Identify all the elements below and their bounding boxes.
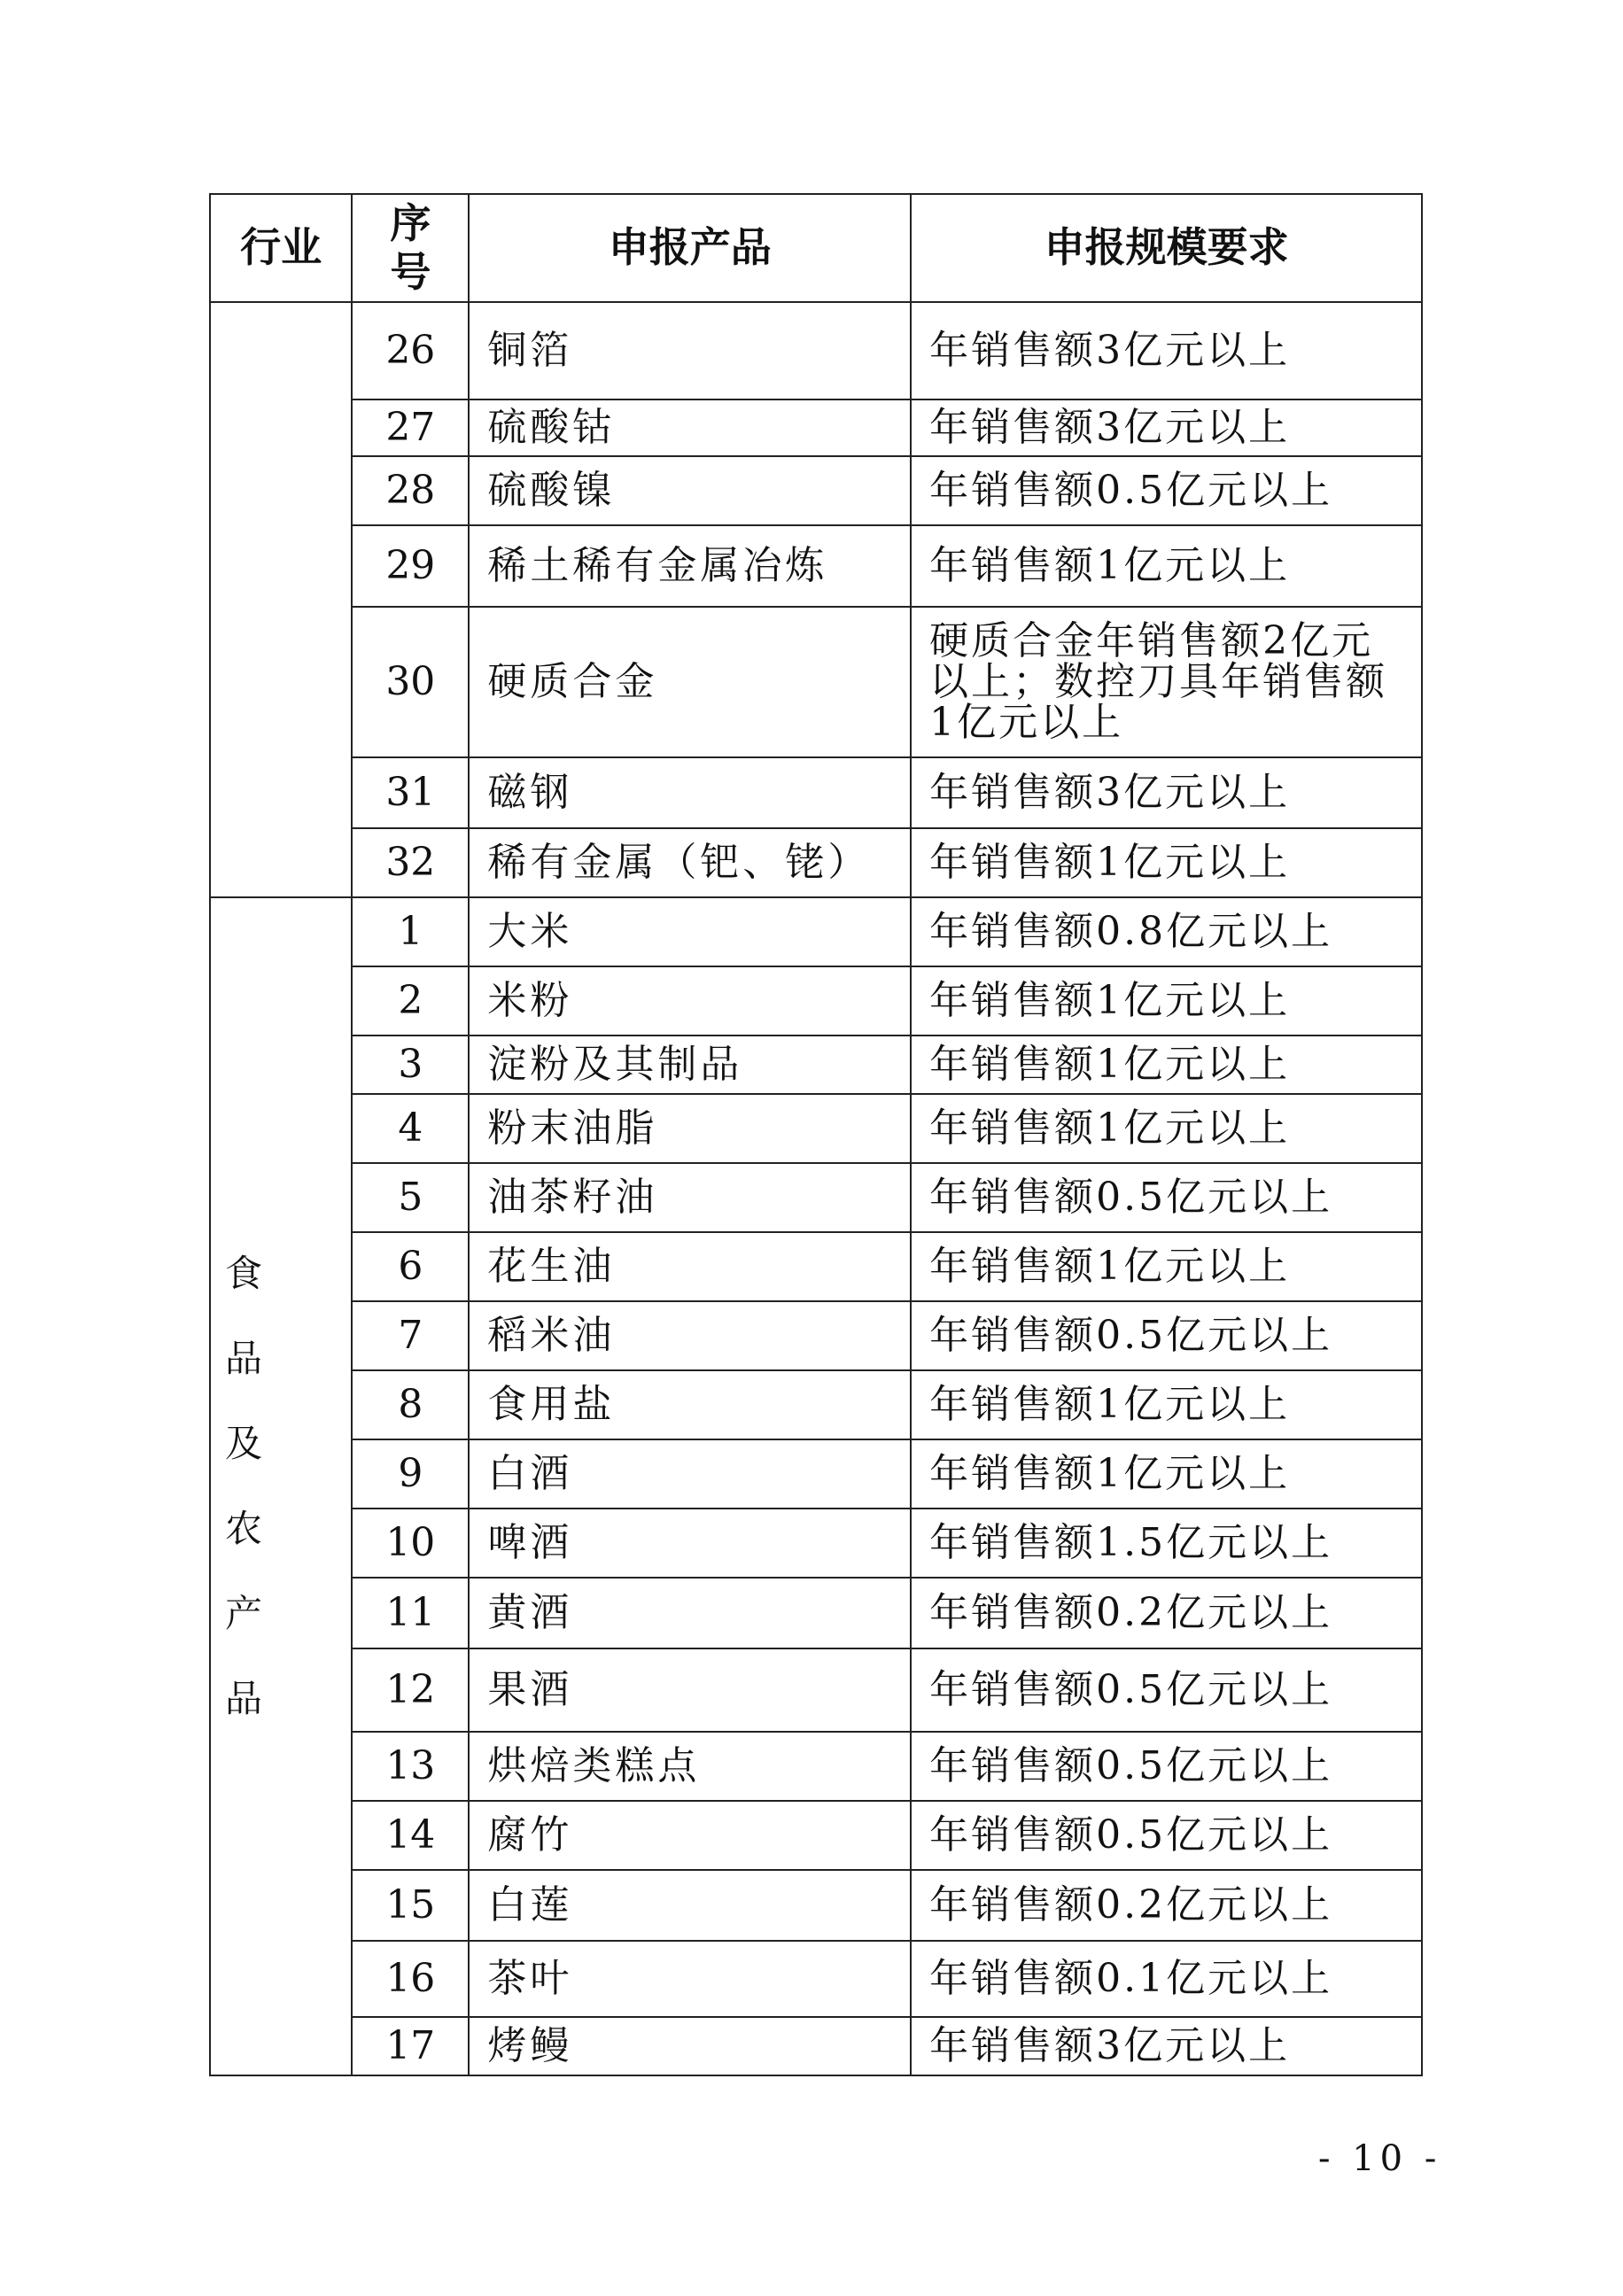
row-no: 27	[352, 399, 469, 456]
table-row	[210, 828, 1422, 897]
header-industry: 行业	[210, 194, 352, 302]
row-product: 烤鳗	[469, 2017, 911, 2075]
page-number: - 10 -	[1318, 2138, 1442, 2179]
table-row	[210, 1648, 1422, 1732]
row-requirement: 年销售额1亿元以上	[911, 1094, 1422, 1163]
row-requirement: 年销售额0.5亿元以上	[911, 456, 1422, 525]
industry-food-line: 产品	[225, 1592, 293, 1720]
table-row	[210, 525, 1422, 607]
row-no: 17	[352, 2017, 469, 2075]
row-requirement: 年销售额1亿元以上	[911, 1439, 1422, 1509]
table-row	[210, 1439, 1422, 1509]
row-product: 稻米油	[469, 1301, 911, 1370]
row-requirement: 年销售额1亿元以上	[911, 828, 1422, 897]
row-requirement: 年销售额0.5亿元以上	[911, 1732, 1422, 1801]
row-requirement: 年销售额1亿元以上	[911, 1232, 1422, 1301]
header-product: 申报产品	[469, 194, 911, 302]
row-requirement: 年销售额0.1亿元以上	[911, 1941, 1422, 2017]
table-row	[210, 1036, 1422, 1094]
row-no: 10	[352, 1509, 469, 1578]
table-row	[210, 1870, 1422, 1941]
product-table	[209, 193, 1423, 2076]
row-product: 大米	[469, 897, 911, 966]
row-no: 2	[352, 966, 469, 1036]
table-row	[210, 607, 1422, 757]
row-requirement: 年销售额1.5亿元以上	[911, 1509, 1422, 1578]
row-no: 4	[352, 1094, 469, 1163]
table-row	[210, 1301, 1422, 1370]
row-no: 12	[352, 1648, 469, 1732]
row-requirement: 年销售额0.8亿元以上	[911, 897, 1422, 966]
row-requirement: 年销售额3亿元以上	[911, 2017, 1422, 2075]
row-no: 6	[352, 1232, 469, 1301]
row-no: 15	[352, 1870, 469, 1941]
row-requirement: 年销售额1亿元以上	[911, 966, 1422, 1036]
header-no-char: 序	[390, 198, 431, 247]
header-requirement: 申报规模要求	[911, 194, 1422, 302]
header-row	[210, 194, 1422, 302]
table-row	[210, 966, 1422, 1036]
row-requirement: 年销售额0.5亿元以上	[911, 1163, 1422, 1232]
row-product: 粉末油脂	[469, 1094, 911, 1163]
row-product: 黄酒	[469, 1578, 911, 1648]
row-requirement: 年销售额0.2亿元以上	[911, 1870, 1422, 1941]
row-product: 米粉	[469, 966, 911, 1036]
row-product: 硫酸镍	[469, 456, 911, 525]
row-requirement: 年销售额0.5亿元以上	[911, 1801, 1422, 1870]
row-no: 3	[352, 1036, 469, 1094]
row-requirement: 年销售额0.5亿元以上	[911, 1301, 1422, 1370]
row-no: 11	[352, 1578, 469, 1648]
table-row	[210, 1094, 1422, 1163]
row-no: 28	[352, 456, 469, 525]
row-product: 磁钢	[469, 757, 911, 828]
table-row	[210, 302, 1422, 399]
row-requirement: 年销售额3亿元以上	[911, 399, 1422, 456]
row-product: 稀有金属（钯、铑）	[469, 828, 911, 897]
header-no	[352, 194, 469, 302]
row-no: 7	[352, 1301, 469, 1370]
row-product: 硬质合金	[469, 607, 911, 757]
table-row	[210, 1578, 1422, 1648]
row-requirement: 年销售额0.5亿元以上	[911, 1648, 1422, 1732]
row-product: 稀土稀有金属冶炼	[469, 525, 911, 607]
row-requirement: 硬质合金年销售额2亿元以上；数控刀具年销售额1亿元以上	[911, 607, 1422, 757]
row-no: 1	[352, 897, 469, 966]
row-product: 油茶籽油	[469, 1163, 911, 1232]
row-product: 白莲	[469, 1870, 911, 1941]
industry-cell-metals	[210, 302, 352, 897]
row-product: 硫酸钴	[469, 399, 911, 456]
industry-cell-food	[210, 897, 352, 2075]
row-no: 14	[352, 1801, 469, 1870]
row-no: 8	[352, 1370, 469, 1439]
table-row	[210, 1509, 1422, 1578]
row-requirement: 年销售额1亿元以上	[911, 1370, 1422, 1439]
table-row	[210, 1941, 1422, 2017]
row-no: 26	[352, 302, 469, 399]
row-product: 啤酒	[469, 1509, 911, 1578]
row-no: 31	[352, 757, 469, 828]
row-no: 30	[352, 607, 469, 757]
table-row	[210, 757, 1422, 828]
row-requirement: 年销售额1亿元以上	[911, 1036, 1422, 1094]
row-product: 茶叶	[469, 1941, 911, 2017]
table-row	[210, 2017, 1422, 2075]
table-row	[210, 1370, 1422, 1439]
row-requirement: 年销售额3亿元以上	[911, 757, 1422, 828]
row-no: 5	[352, 1163, 469, 1232]
row-product: 淀粉及其制品	[469, 1036, 911, 1094]
row-product: 铜箔	[469, 302, 911, 399]
row-product: 食用盐	[469, 1370, 911, 1439]
row-product: 腐竹	[469, 1801, 911, 1870]
table-row	[210, 1801, 1422, 1870]
industry-food-line: 食品	[225, 1252, 293, 1380]
row-no: 13	[352, 1732, 469, 1801]
industry-food-line: 及农	[225, 1422, 293, 1550]
table-row	[210, 1732, 1422, 1801]
row-product: 烘焙类糕点	[469, 1732, 911, 1801]
table-row	[210, 897, 1422, 966]
table-row	[210, 1163, 1422, 1232]
row-no: 16	[352, 1941, 469, 2017]
row-product: 果酒	[469, 1648, 911, 1732]
row-no: 29	[352, 525, 469, 607]
row-product: 白酒	[469, 1439, 911, 1509]
row-no: 32	[352, 828, 469, 897]
table-row	[210, 399, 1422, 456]
row-requirement: 年销售额3亿元以上	[911, 302, 1422, 399]
row-product: 花生油	[469, 1232, 911, 1301]
row-requirement: 年销售额1亿元以上	[911, 525, 1422, 607]
row-no: 9	[352, 1439, 469, 1509]
table-row	[210, 456, 1422, 525]
row-requirement: 年销售额0.2亿元以上	[911, 1578, 1422, 1648]
header-no-char: 号	[390, 248, 431, 296]
table-row	[210, 1232, 1422, 1301]
